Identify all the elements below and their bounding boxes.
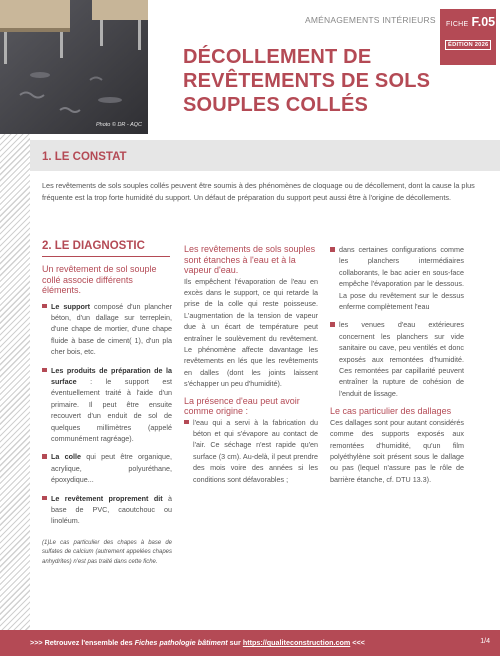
- footnote: (1)Le cas particulier des chapes à base de sulfates de calcium (autrement appelées chapes anhydrites) n'est pas traité dans cette fiche.: [42, 539, 172, 565]
- fiche-number: F.05: [471, 15, 496, 29]
- footer-bar: [0, 630, 500, 656]
- fiche-badge: [440, 9, 496, 65]
- category-label: AMÉNAGEMENTS INTÉRIEURS: [305, 15, 436, 25]
- diagnostic-column-2: [184, 244, 318, 492]
- edition-badge: ÉDITION 2026: [445, 40, 491, 50]
- dallages-subheading: Le cas particulier des dallages: [330, 406, 452, 417]
- fiche-label: FICHE: [446, 21, 469, 28]
- list-item: Les produits de préparation de la surface : le support est éventuellement traité à l'aide d'un primaire. Il peut être ensuite recouvert d'un enduit de sol de quelques millimètres (appelé communément ragréage).: [42, 365, 172, 445]
- diagnostic-heading: 2. LE DIAGNOSTIC: [42, 240, 145, 252]
- list-item: dans certaines configurations comme les planchers intermédiaires collaborants, le bac acier en sous-face empêche l'évaporation par le dessous. La pose du revêtement sur le dessus enferme complètement l'eau: [330, 244, 464, 312]
- dallages-paragraph: Ces dallages sont pour autant considérés comme des supports exposés aux remontées d'humidité, qu'un film polyéthylène soit présent sous le dallage ou pas (lequel n'assure pas le rôle de barrière étanche, cf. DTU 13.3).: [330, 417, 464, 484]
- waterproof-subheading: Les revêtements de sols souples sont étanches à l'eau et à la vapeur d'eau.: [184, 244, 316, 275]
- decorative-hatch: [0, 134, 30, 630]
- list-item: Le support composé d'un plancher béton, d'un dallage sur terreplein, d'une chape de mortier, d'une chape fluide à base de ciment( 1), d'un pla cher bois, etc.: [42, 301, 172, 358]
- constat-heading: 1. LE CONSTAT: [42, 151, 127, 163]
- elements-subheading: Un revêtement de sol souple collé associe différents éléments.: [42, 264, 157, 295]
- floor-photo-illustration: [0, 0, 148, 134]
- page-title: DÉCOLLEMENT DE REVÊTEMENTS DE SOLS SOUPLES COLLÉS: [183, 46, 431, 116]
- footer-text: >>> Retrouvez l'ensemble des Fiches pathologie bâtiment sur https://qualiteconstruction.com <<<: [30, 638, 365, 647]
- constat-text: Les revêtements de sols souples collés peuvent être soumis à des phénomènes de cloquage ou de décollement, dont la cause la plus fréquente est la trop forte humidité du support. Un défaut de préparation du support peut aussi être à l'origine de décollements.: [42, 181, 475, 202]
- footer-link[interactable]: https://qualiteconstruction.com: [242, 638, 351, 647]
- constat-section-band: [30, 140, 500, 171]
- photo-credit: Photo © DR - AQC: [95, 122, 142, 128]
- diagnostic-column-1: [42, 264, 172, 573]
- list-item: l'eau qui a servi à la fabrication du béton et qui s'évapore au contact de l'air. Ce séchage n'est rapide qu'en surface (3 cm). Au-delà, il peut prendre des mois voire des années si les conditions sont défavorables ;: [184, 417, 318, 485]
- water-origin-subheading: La présence d'eau peut avoir comme origine :: [184, 395, 300, 417]
- list-item: Le revêtement proprement dit à base de PVC, caoutchouc ou linoléum.: [42, 493, 172, 527]
- diagnostic-column-3: [330, 244, 464, 491]
- diagnostic-underline: [42, 256, 170, 257]
- list-item: La colle qui peut être organique, acrylique, polyuréthane, époxydique...: [42, 451, 172, 485]
- waterproof-paragraph: Ils empêchent l'évaporation de l'eau en excès dans le support, ce qui retarde la prise de la colle qui reste poisseuse. L'augmentation de la tension de vapeur due à un écart de température peut entraîner le soulèvement du revêtement. Le phénomène affecte davantage les revêtements en lés que les revêtements en dalles (dont les joints laissent s'échapper un peu d'humidité).: [184, 276, 318, 389]
- header-photo: [0, 0, 148, 134]
- list-item: les venues d'eau extérieures concernent les planchers sur vide sanitaire ou cave, peu ventilés et donc exposés aux remontées d'humidité. Ces remontées par capillarité peuvent entraîner la rupture de cohésion de l'enduit de lissage.: [330, 319, 464, 399]
- page-number: 1/4: [480, 638, 490, 645]
